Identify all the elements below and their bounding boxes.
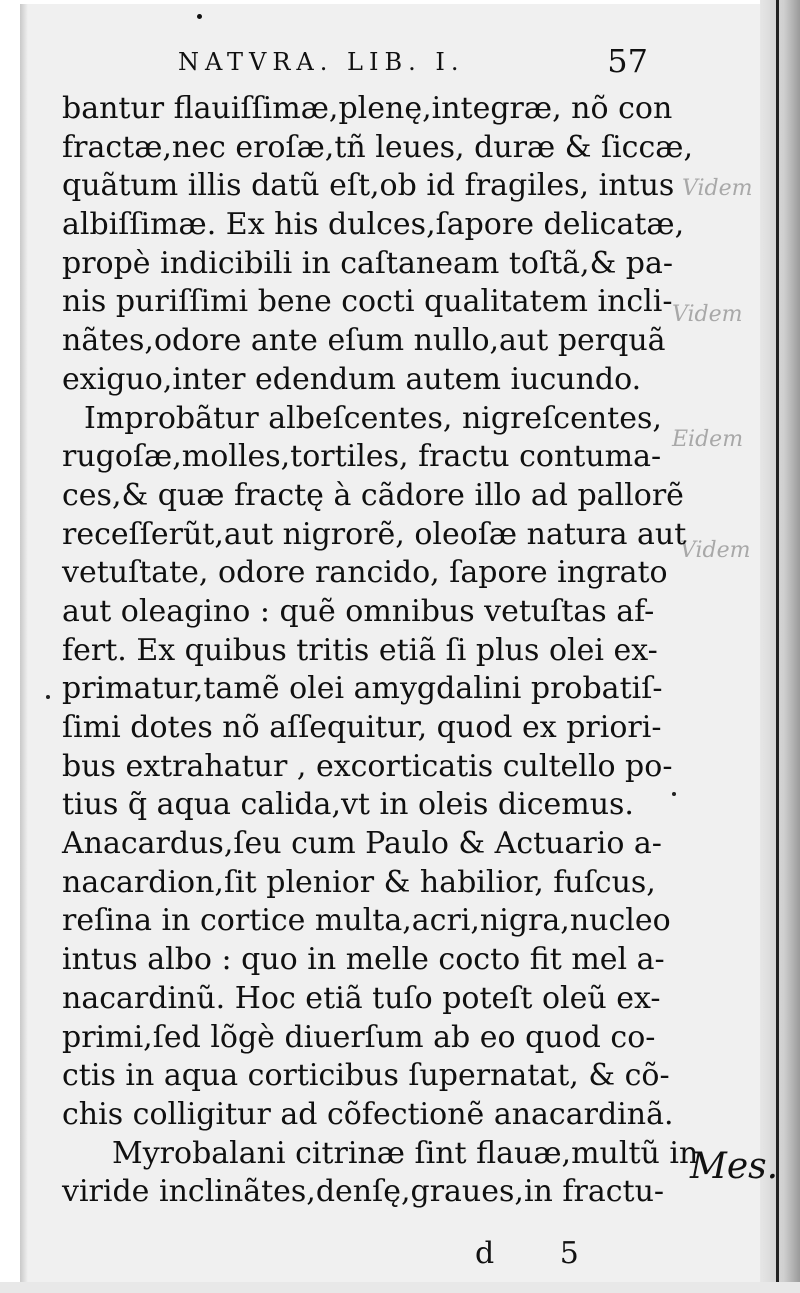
text-line: vetuſtate, odore rancido, ſapore ingrato	[62, 555, 668, 591]
text-line: fractæ,nec eroſæ,tñ leues, duræ & ſiccæ,	[62, 129, 694, 165]
show-through-text: Eidem	[672, 427, 744, 452]
ink-speck	[672, 792, 676, 796]
text-line: bus extrahatur , excorticatis cultello po-	[62, 748, 673, 784]
text-line: quãtum illis datũ eſt,ob id fragiles, intus	[62, 168, 675, 204]
text-line: ſimi dotes nõ aſſequitur, quod ex priori-	[62, 710, 662, 745]
page-edge	[760, 0, 800, 1293]
gutter-shadow	[20, 4, 28, 1282]
text-line: primatur,tamẽ olei amygdalini probatiſ-	[62, 671, 663, 707]
text-line: nacardinũ. Hoc etiã tuſo poteſt oleũ ex-	[62, 980, 661, 1016]
text-line: Anacardus,ſeu cum Paulo & Actuario a-	[62, 826, 662, 862]
text-line: rugoſæ,molles,tortiles, fractu contuma-	[62, 439, 662, 475]
text-line: exiguo,inter edendum autem iucundo.	[62, 361, 642, 397]
ink-speck	[46, 695, 50, 699]
text-line: fert. Ex quibus tritis etiã ſi plus olei ex-	[62, 632, 658, 668]
show-through-text: Videm	[680, 538, 751, 563]
page-number: 57	[607, 42, 648, 80]
page-bottom-edge	[0, 1282, 800, 1293]
text-line: Improbãtur albeſcentes, nigreſcentes,	[84, 400, 662, 436]
margin-note: Mes.	[690, 1146, 779, 1187]
text-line: reſina in cortice multa,acri,nigra,nucleo	[62, 903, 671, 939]
text-line: nãtes,odore ante eſum nullo,aut perquã	[62, 323, 666, 359]
running-header	[178, 42, 648, 86]
text-line: receſſerũt,aut nigrorẽ, oleoſæ natura aut	[62, 516, 687, 552]
show-through-text: Videm	[682, 176, 753, 201]
page-edge-line	[776, 0, 779, 1293]
text-line: viride inclinãtes,denſę,graues,in fractu-	[62, 1174, 665, 1210]
text-line: chis colligitur ad cõfectionẽ anacardinã.	[62, 1096, 674, 1132]
text-line: propè indicibili in caſtaneam toſtã,& pa-	[62, 245, 674, 281]
text-line: intus albo : quo in melle cocto fit mel a-	[62, 942, 665, 978]
signature-mark: d 5	[475, 1236, 607, 1271]
text-line: ctis in aqua corticibus ſupernatat, & cõ-	[62, 1058, 670, 1094]
body-text	[62, 90, 699, 1212]
text-line: primi,ſed lõgè diuerſum ab eo quod co-	[62, 1019, 656, 1055]
text-line: ces,& quæ fractę à cãdore illo ad pallorẽ	[62, 477, 684, 513]
text-line: albiſſimæ. Ex his dulces,ſapore delicatæ,	[62, 207, 685, 243]
text-line: aut oleagino : quẽ omnibus vetuſtas af-	[62, 593, 655, 629]
ink-dot	[197, 14, 202, 19]
running-title: NATVRA. LIB. I.	[178, 48, 465, 76]
text-line: nis puriſſimi bene cocti qualitatem incli-	[62, 284, 673, 320]
show-through-text: Videm	[672, 302, 743, 327]
text-line: bantur flauiſſimæ,plenę,integræ, nõ con	[62, 91, 673, 126]
text-line: tius q̃ aqua calida,vt in oleis dicemus.	[62, 787, 634, 823]
text-line: Myrobalani citrinæ ſint flauæ,multũ in	[112, 1135, 699, 1171]
text-line: nacardion,ſit plenior & habilior, fuſcus,	[62, 864, 656, 900]
